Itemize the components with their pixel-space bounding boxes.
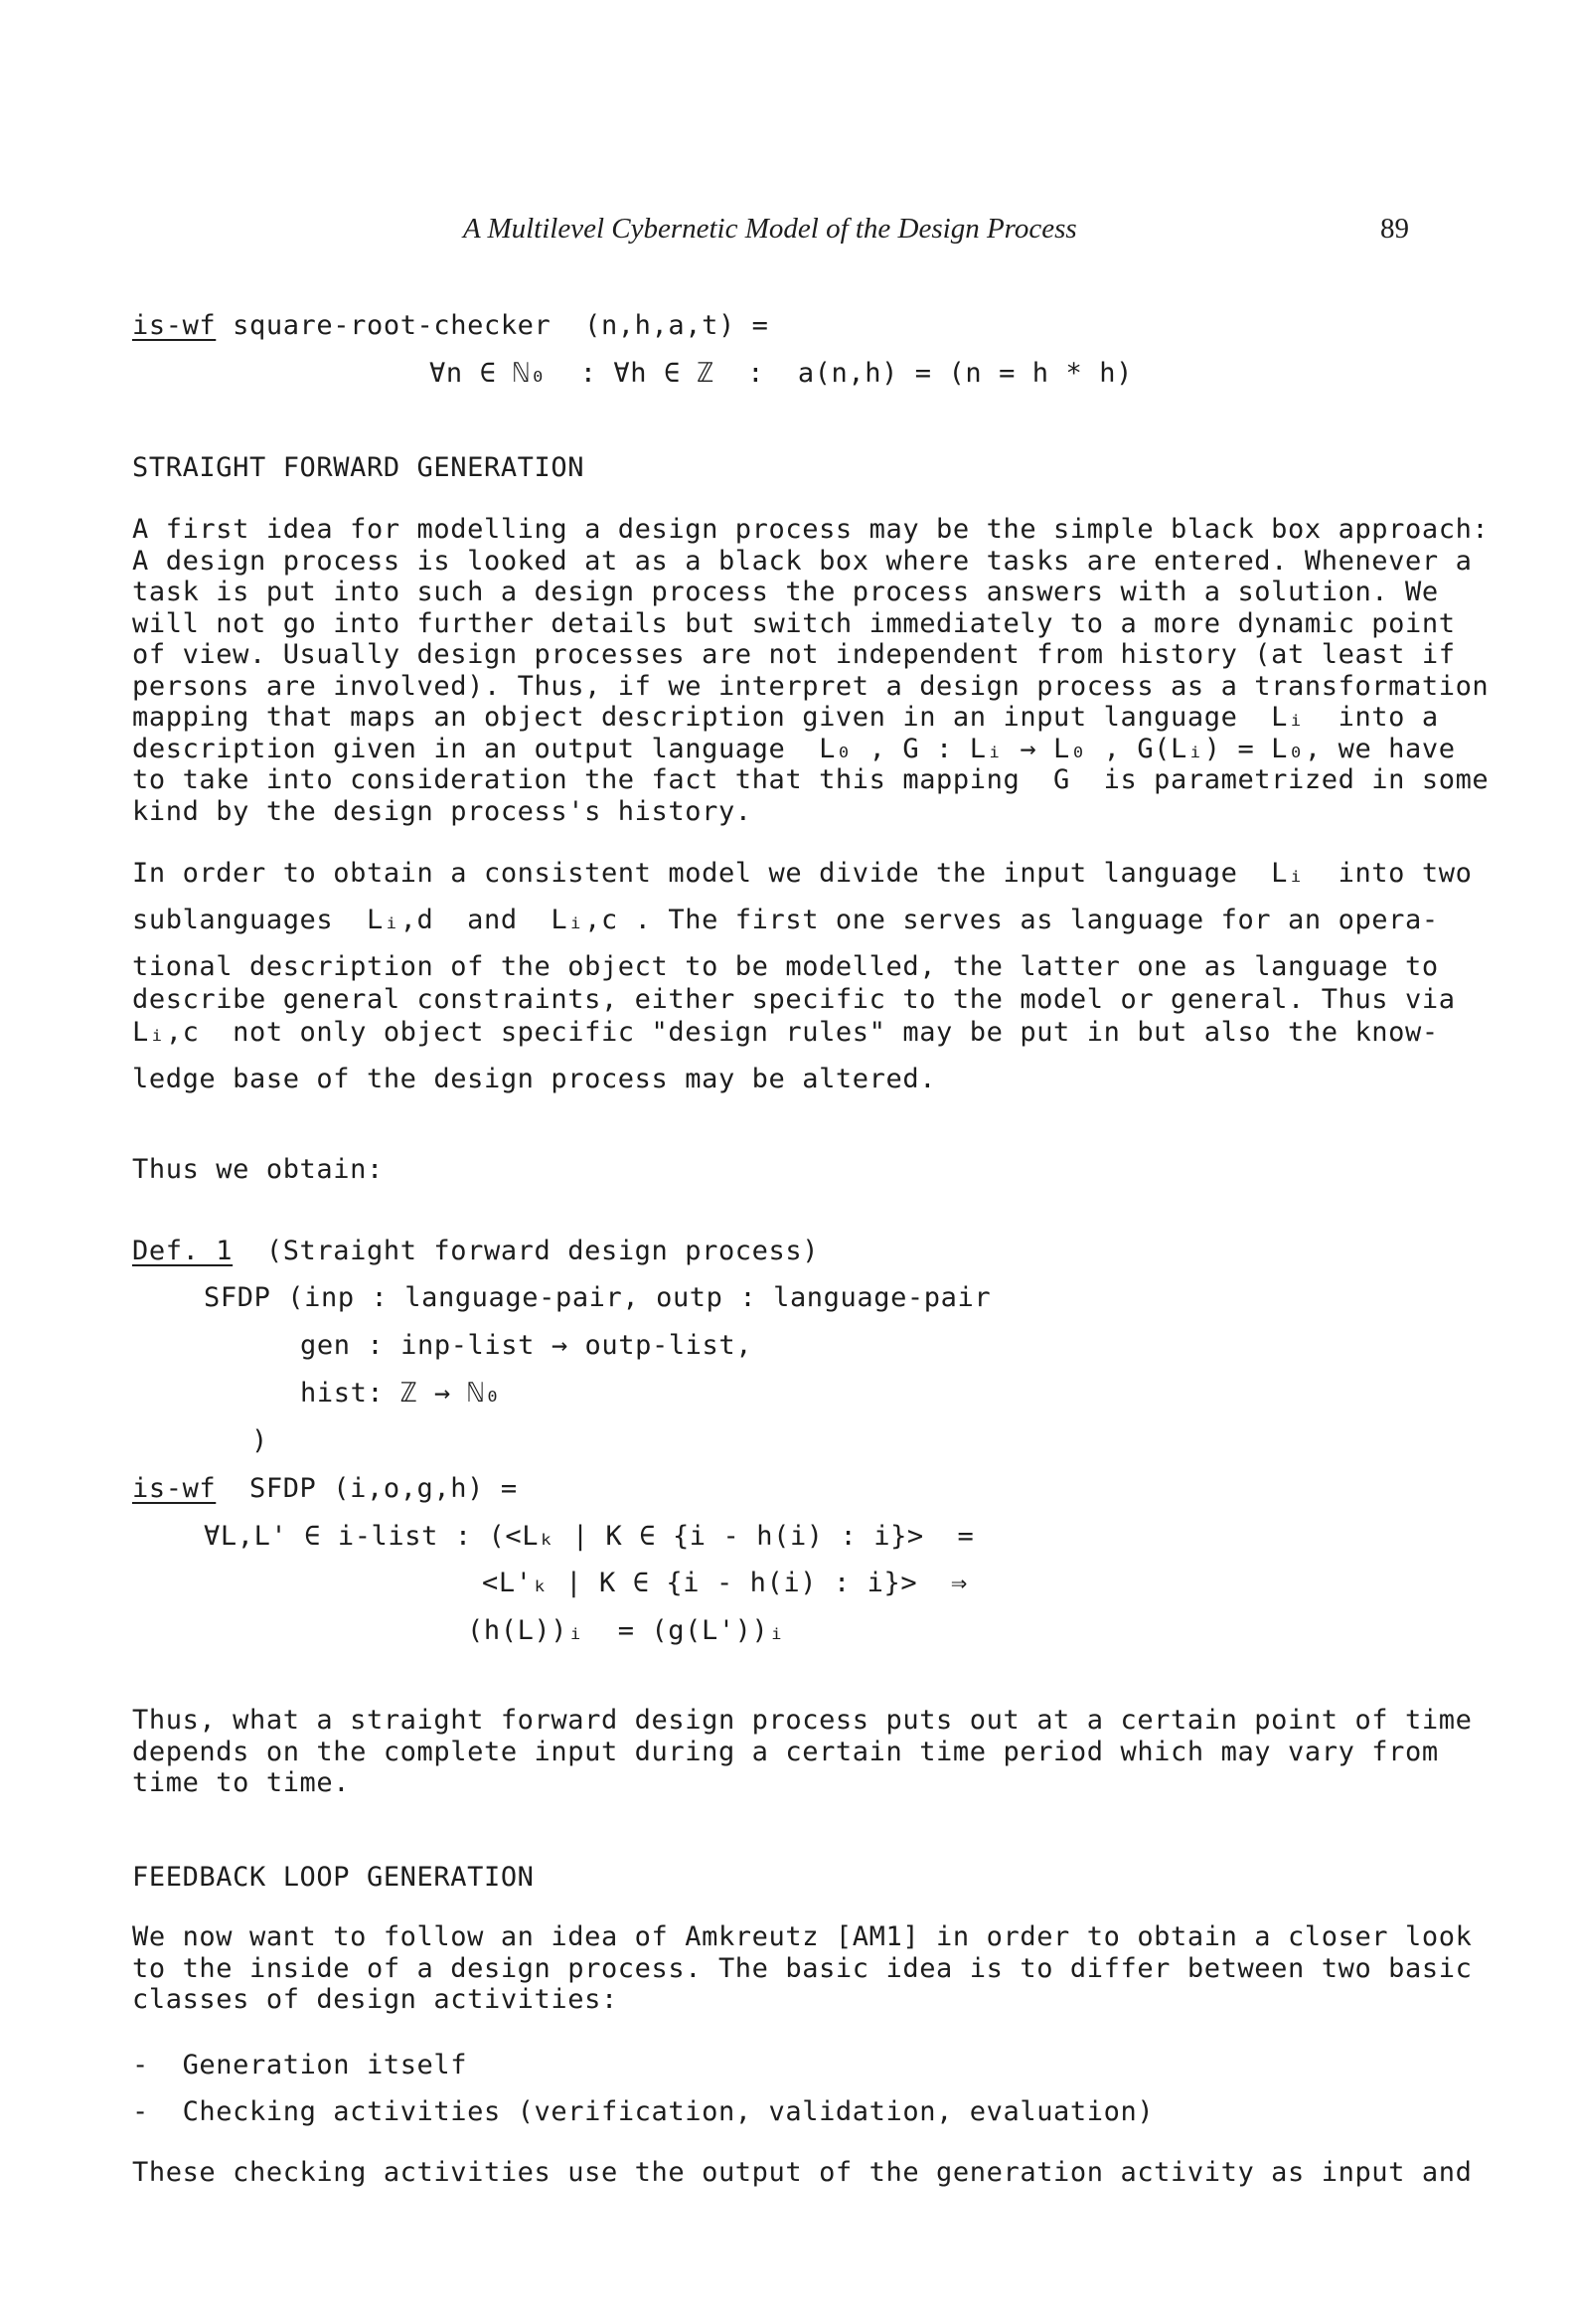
last-line: These checking activities use the output of the generation activity as input and	[132, 2157, 1473, 2188]
text-line: ledge base of the design process may be altered.	[132, 1064, 937, 1094]
text-line: depends on the complete input during a certain time period which may vary from	[132, 1736, 1439, 1767]
text-line: A design process is looked at as a black box where tasks are entered. Whenever a	[132, 545, 1473, 577]
sfdp-signature: SFDP (inp : language-pair, outp : language-pair	[204, 1282, 992, 1313]
bullet-text: Checking activities (verification, validation, evaluation)	[182, 2096, 1155, 2127]
wf-sfdp-rest: SFDP (i,o,g,h) =	[216, 1473, 518, 1504]
text-line: task is put into such a design process the process answers with a solution. We	[132, 577, 1439, 607]
text-line: time to time.	[132, 1767, 351, 1798]
running-title: A Multilevel Cybernetic Model of the Design Process	[463, 213, 1077, 245]
text-line: sublanguages Lᵢ,d and Lᵢ,c . The first one serves as language for an opera-	[132, 905, 1439, 935]
text-line: classes of design activities:	[132, 1984, 618, 2015]
text-line: We now want to follow an idea of Amkreutz [AM1] in order to obtain a closer look	[132, 1921, 1473, 1952]
thus-we-obtain: Thus we obtain:	[132, 1154, 384, 1185]
gen-component: gen : inp-list → outp-list,	[300, 1330, 753, 1361]
text-line: mapping that maps an object description given in an input language Lᵢ into a	[132, 702, 1439, 733]
implication-line: <L'ₖ | K ∈ {i - h(i) : i}> ⇒	[482, 1568, 968, 1598]
text-line: kind by the design process's history.	[132, 795, 752, 827]
conclusion-line: (h(L))ᵢ = (g(L'))ᵢ	[467, 1615, 786, 1646]
wf-keyword: is-wf	[132, 1473, 217, 1504]
closing-paren: )	[251, 1425, 268, 1456]
bullet-item: - Checking activities (verification, validation, evaluation)	[132, 2096, 1155, 2127]
hist-component: hist: ℤ → ℕ₀	[300, 1378, 502, 1409]
paragraph-amkreutz	[132, 1921, 1473, 2016]
wf-keyword: is-wf	[132, 310, 217, 341]
bullet-text: Generation itself	[182, 2050, 468, 2080]
paragraph-black-box	[132, 514, 1490, 827]
text-line: A first idea for modelling a design process may be the simple black box approach:	[132, 514, 1490, 545]
definition-title: (Straight forward design process)	[233, 1236, 820, 1266]
wf-line1-rest: square-root-checker (n,h,a,t) =	[216, 310, 769, 341]
wf-square-root-line	[132, 310, 769, 342]
text-line: tional description of the object to be modelled, the latter one as language to	[132, 951, 1439, 982]
text-line: Thus, what a straight forward design process puts out at a certain point of time	[132, 1705, 1473, 1736]
text-line: description given in an output language L₀ , G : Lᵢ → L₀ , G(Lᵢ) = L₀, we have	[132, 733, 1456, 764]
definition-heading	[132, 1236, 819, 1267]
forall-line: ∀L,L' ∈ i-list : (<Lₖ | K ∈ {i - h(i) : i}> =	[204, 1521, 975, 1552]
text-line: describe general constraints, either specific to the model or general. Thus via	[132, 984, 1456, 1015]
text-line: Lᵢ,c not only object specific "design rules" may be put in but also the know-	[132, 1017, 1439, 1048]
text-line: In order to obtain a consistent model we divide the input language Lᵢ into two	[132, 858, 1473, 889]
text-line: of view. Usually design processes are not independent from history (at least if	[132, 639, 1456, 670]
text-line: to take into consideration the fact that this mapping G is parametrized in some	[132, 764, 1490, 795]
text-line: persons are involved). Thus, if we interpret a design process as a transformation	[132, 670, 1490, 702]
paragraph-time-period	[132, 1705, 1473, 1799]
paragraph-sublanguages	[132, 857, 1473, 1095]
section-heading-feedback-loop: FEEDBACK LOOP GENERATION	[132, 1862, 535, 1893]
text-line: to the inside of a design process. The basic idea is to differ between two basic	[132, 1952, 1473, 1984]
wf-square-root-condition: ∀n ∈ ℕ₀ : ∀h ∈ ℤ : a(n,h) = (n = h * h)	[429, 358, 1133, 389]
section-heading-straight-forward: STRAIGHT FORWARD GENERATION	[132, 452, 585, 483]
wf-sfdp-line	[132, 1473, 518, 1505]
page-number: 89	[1380, 213, 1409, 245]
bullet-item: - Generation itself	[132, 2050, 468, 2080]
text-line: will not go into further details but switch immediately to a more dynamic point	[132, 607, 1456, 639]
definition-label: Def. 1	[132, 1236, 234, 1266]
